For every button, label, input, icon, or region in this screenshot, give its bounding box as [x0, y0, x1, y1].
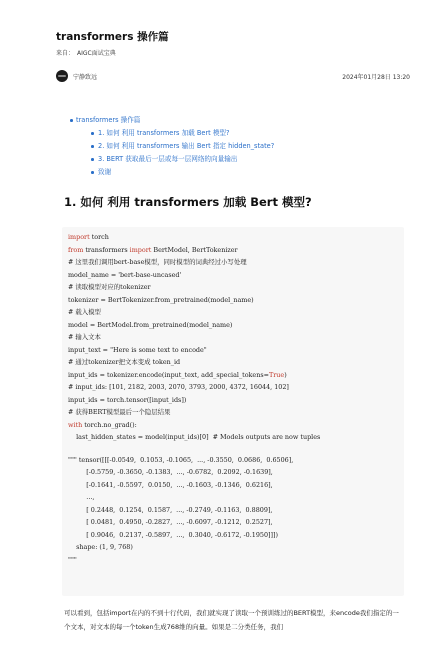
code-line: input_ids = tokenizer.encode(input_text, add_special_tokens=True)	[68, 370, 287, 379]
code-line: with torch.no_grad():	[68, 420, 137, 429]
bullet-icon	[91, 132, 94, 135]
code-line: [ 0.2448, 0.1254, 0.1587, ..., -0.2749, -0.1163, 0.8809],	[68, 505, 273, 514]
code-line: shape: (1, 9, 768)	[68, 543, 133, 551]
bullet-icon	[91, 171, 94, 174]
article-title: transformers 操作篇	[56, 31, 169, 43]
bullet-icon	[91, 145, 94, 148]
code-line: [-0.1641, -0.5597, 0.0150, ..., -0.1603, -0.1346, 0.6216],	[68, 480, 273, 489]
toc-item[interactable]: transformers 操作篇	[70, 114, 274, 127]
source-label: 来自：	[56, 50, 75, 57]
toc-item[interactable]: 致谢	[70, 166, 274, 179]
code-line: # 这里我们调用bert-base模型，同时模型的词典经过小写处理	[68, 258, 247, 266]
code-line: tokenizer = BertTokenizer.from_pretrained(model_name)	[68, 295, 254, 304]
code-line: model = BertModel.from_pretrained(model_name)	[68, 320, 233, 329]
code-line: last_hidden_states = model(input_ids)[0] # Models outputs are now tuples	[68, 433, 321, 441]
code-line: import torch	[68, 233, 109, 241]
code-line: # 读取模型对应的tokenizer	[68, 283, 151, 291]
publish-date: 2024年01月28日 13:20	[342, 74, 410, 81]
code-line: input_ids = torch.tensor([input_ids])	[68, 395, 187, 404]
bullet-icon	[91, 158, 94, 161]
toc-item[interactable]: 2. 如何 利用 transformers 输出 Bert 指定 hidden_state?	[70, 140, 274, 153]
code-line: [-0.5759, -0.3650, -0.1383, ..., -0.6782, 0.2092, -0.1639],	[68, 468, 273, 476]
author-name[interactable]: 宁静致远	[73, 74, 98, 81]
code-line: input_text = "Here is some text to encode"	[68, 345, 207, 354]
avatar[interactable]	[56, 70, 68, 82]
body-paragraph: 可以看到，包括import在内的不到十行代码，我们就实现了读取一个预训练过的BERT模型，来encode我们指定的一个文本，对文本的每一个token生成768维的向量。如果是二分类任务，我们	[64, 609, 399, 631]
code-line: # 输入文本	[68, 333, 101, 341]
table-of-contents	[70, 114, 274, 179]
code-line: # 获得BERT模型最后一个隐层结果	[68, 408, 171, 416]
code-line: # 通过tokenizer把文本变成 token_id	[68, 358, 181, 366]
code-line: # 载入模型	[68, 308, 101, 316]
code-block[interactable]	[62, 227, 404, 596]
article-source	[56, 48, 116, 57]
section-heading: 1. 如何 利用 transformers 加载 Bert 模型?	[64, 195, 312, 209]
code-line: [ 0.0481, 0.4950, -0.2827, ..., -0.6097, -0.1212, 0.2527],	[68, 518, 273, 526]
author-row	[56, 70, 410, 82]
toc-item[interactable]: 3. BERT 获取最后一层或每一层网络的向量输出	[70, 153, 274, 166]
toc-item[interactable]: 1. 如何 利用 transformers 加载 Bert 模型?	[70, 127, 274, 140]
code-line: """ tensor([[[-0.0549, 0.1053, -0.1065, ..., -0.3550, 0.0686, 0.6506],	[68, 455, 294, 464]
source-name[interactable]: AIGC面试宝典	[77, 50, 116, 57]
code-line: ...,	[68, 493, 95, 501]
code-line: from transformers import BertModel, BertTokenizer	[68, 245, 238, 254]
code-line: [ 0.9046, 0.2137, -0.5897, ..., 0.3040, -0.6172, -0.1950]]])	[68, 530, 278, 539]
code-line: model_name = 'bert-base-uncased'	[68, 270, 182, 279]
bullet-icon	[70, 119, 73, 122]
code-line: """	[68, 555, 77, 564]
code-line: # input_ids: [101, 2182, 2003, 2070, 3793, 2000, 4372, 16044, 102]	[68, 383, 289, 391]
